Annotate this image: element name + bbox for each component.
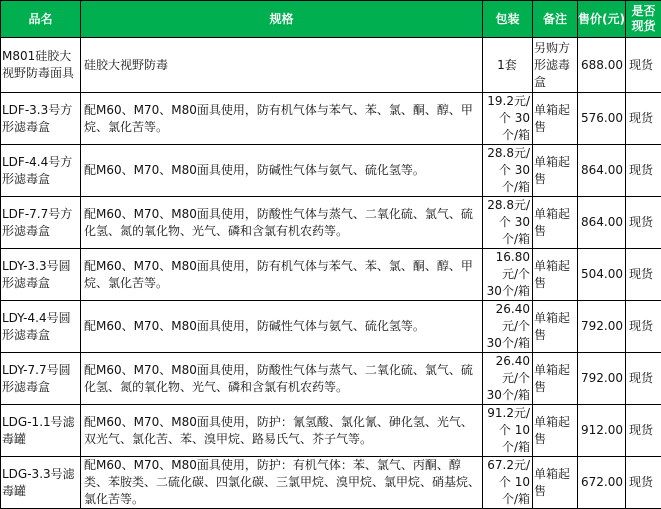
product-pack: 26.40元/个 30个/箱: [483, 353, 533, 405]
product-spec: 配M60、M70、M80面具使用，防酸性气体与蒸气、二氧化硫、氯气、硫化氢、氮的氧化物、光气、磷和含氯有机农药等。: [81, 197, 483, 249]
product-pack: 16.80元/个 30个/箱: [483, 249, 533, 301]
product-name: LDY-7.7号圆形滤毒盒: [1, 353, 81, 405]
header-row: [1, 1, 661, 38]
product-pack: 67.2元/个 10个/箱: [483, 457, 533, 509]
product-pack: 19.2元/个 30个/箱: [483, 93, 533, 145]
product-pack: 28.8元/个 30个/箱: [483, 145, 533, 197]
product-stock: 现货: [626, 249, 661, 301]
product-note: 单箱起售: [533, 405, 578, 457]
product-name: LDG-3.3号滤毒罐: [1, 457, 81, 509]
product-spec: 配M60、M70、M80面具使用，防护：氰氢酸、氯化氰、砷化氢、光气、双光气、氯化苦、苯、溴甲烷、路易氏气、芥子气等。: [81, 405, 483, 457]
product-pack: 1套: [483, 38, 533, 93]
product-spec: 配M60、M70、M80面具使用，防酸性气体与蒸气、二氧化硫、氯气、硫化氢、氮的氧化物、光气、磷和含氯有机农药等。: [81, 353, 483, 405]
product-price: 672.00: [578, 457, 626, 509]
product-spec: 配M60、M70、M80面具使用，防有机气体与苯气、苯、氯、酮、醇、甲烷、氯化苦等。: [81, 249, 483, 301]
product-pack: 91.2元/个 10个/箱: [483, 405, 533, 457]
product-stock: 现货: [626, 145, 661, 197]
product-stock: 现货: [626, 405, 661, 457]
header-note: 备注: [533, 1, 578, 38]
product-note: 另购方形滤毒盒: [533, 38, 578, 93]
product-stock: 现货: [626, 38, 661, 93]
product-stock: 现货: [626, 301, 661, 353]
table-row: [1, 405, 661, 457]
product-stock: 现货: [626, 353, 661, 405]
product-spec: 配M60、M70、M80面具使用，防碱性气体与氨气、硫化氢等。: [81, 145, 483, 197]
product-stock: 现货: [626, 197, 661, 249]
table-row: [1, 301, 661, 353]
product-name: LDG-1.1号滤毒罐: [1, 405, 81, 457]
product-pack: 28.8元/个 30个/箱: [483, 197, 533, 249]
table-row: [1, 249, 661, 301]
table-row: [1, 197, 661, 249]
product-price: 504.00: [578, 249, 626, 301]
product-name: LDF-3.3号方形滤毒盒: [1, 93, 81, 145]
product-price: 576.00: [578, 93, 626, 145]
product-price: 912.00: [578, 405, 626, 457]
product-name: LDY-3.3号圆形滤毒盒: [1, 249, 81, 301]
product-name: M801硅胶大视野防毒面具: [1, 38, 81, 93]
product-price: 688.00: [578, 38, 626, 93]
product-stock: 现货: [626, 93, 661, 145]
header-pack: 包装: [483, 1, 533, 38]
product-name: LDF-4.4号方形滤毒盒: [1, 145, 81, 197]
product-spec: 硅胶大视野防毒: [81, 38, 483, 93]
product-note: 单箱起售: [533, 93, 578, 145]
table-row: [1, 457, 661, 509]
product-note: 单箱起售: [533, 145, 578, 197]
product-note: 单箱起售: [533, 457, 578, 509]
table-row: [1, 145, 661, 197]
product-note: 单箱起售: [533, 197, 578, 249]
product-spec: 配M60、M70、M80面具使用，防碱性气体与氨气、硫化氢等。: [81, 301, 483, 353]
table-row: [1, 353, 661, 405]
header-price: 售价(元): [578, 1, 626, 38]
header-spec: 规格: [81, 1, 483, 38]
product-note: 单箱起售: [533, 249, 578, 301]
table-row: [1, 38, 661, 93]
product-spec: 配M60、M70、M80面具使用，防有机气体与苯气、苯、氯、酮、醇、甲烷、氯化苦等。: [81, 93, 483, 145]
product-note: 单箱起售: [533, 301, 578, 353]
product-price: 864.00: [578, 145, 626, 197]
table-row: [1, 93, 661, 145]
product-note: 单箱起售: [533, 353, 578, 405]
product-price: 864.00: [578, 197, 626, 249]
product-stock: 现货: [626, 457, 661, 509]
product-price: 792.00: [578, 301, 626, 353]
product-pack: 26.40元/个 30个/箱: [483, 301, 533, 353]
header-name: 品名: [1, 1, 81, 38]
header-stock: 是否现货: [626, 1, 661, 38]
product-name: LDF-7.7号方形滤毒盒: [1, 197, 81, 249]
product-price: 792.00: [578, 353, 626, 405]
product-name: LDY-4.4号圆形滤毒盒: [1, 301, 81, 353]
product-spec: 配M60、M70、M80面具使用，防护：有机气体：苯、氯气、丙酮、醇类、苯胺类、二硫化碳、四氯化碳、三氯甲烷、溴甲烷、氯甲烷、硝基烷、氯化苦等。: [81, 457, 483, 509]
